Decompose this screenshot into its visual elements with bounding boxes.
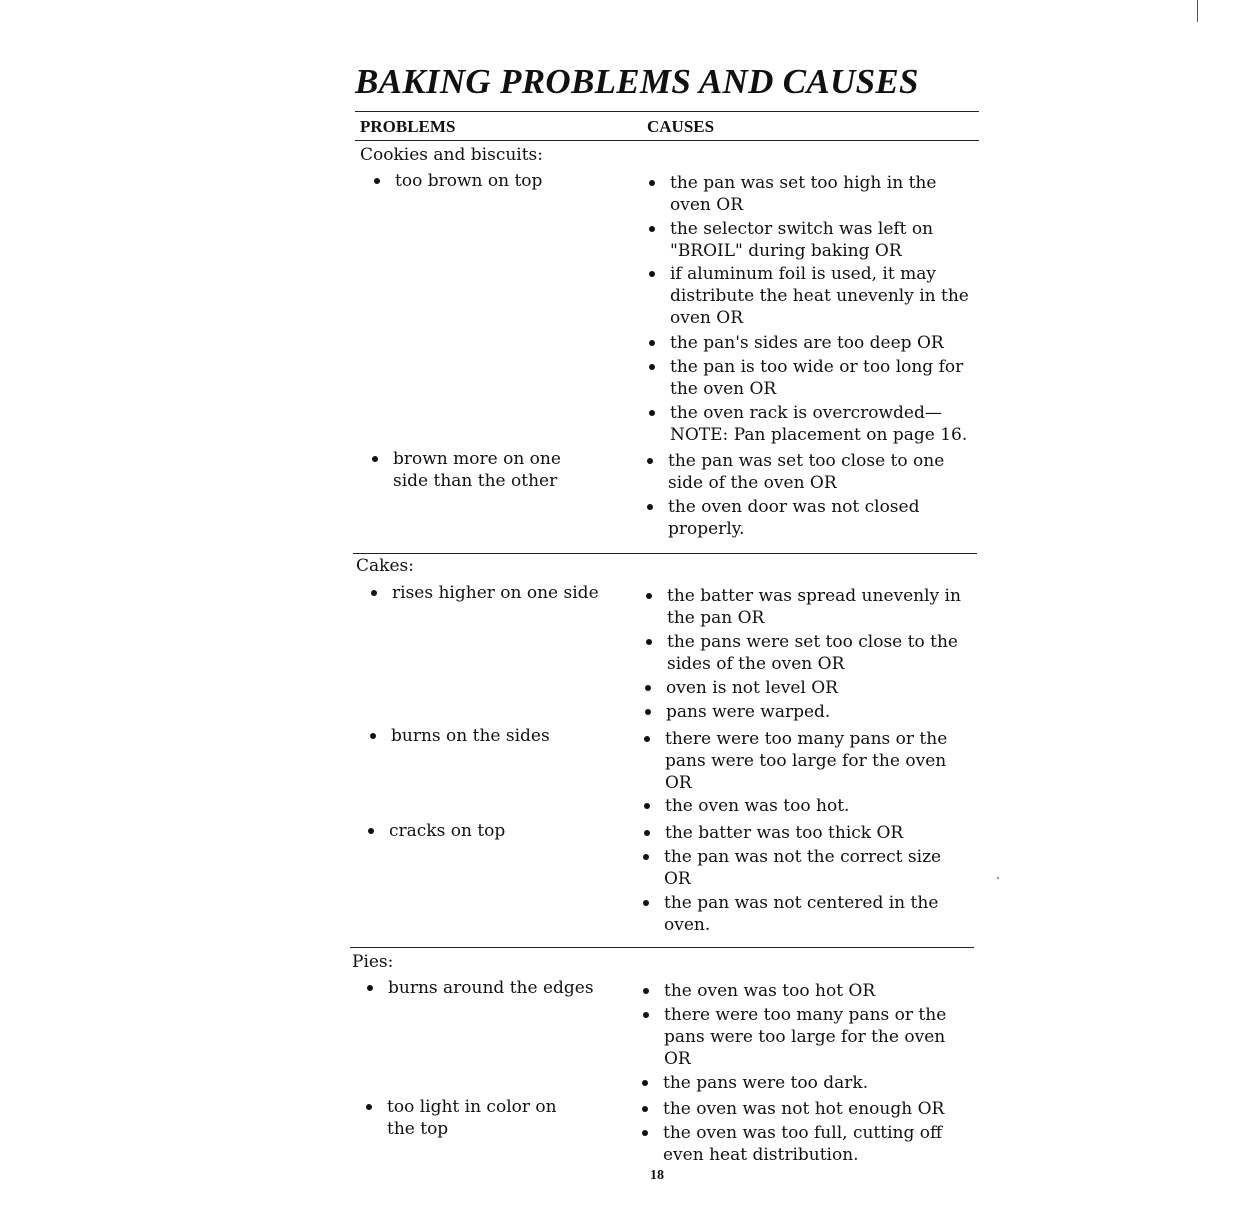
bullet-icon: [643, 988, 649, 994]
problem-text: cracks on top: [389, 821, 506, 841]
bullet-icon: [644, 803, 650, 809]
cause-item: [670, 218, 985, 262]
page-title: BAKING PROBLEMS AND CAUSES: [355, 62, 919, 101]
bullet-icon: [374, 178, 380, 184]
cause-item: [664, 980, 979, 1002]
cause-text: the batter was spread unevenly in the pan OR: [667, 586, 961, 628]
cause-item: [670, 402, 985, 446]
bullet-icon: [649, 271, 655, 277]
cause-item: [668, 496, 983, 540]
cause-item: [670, 332, 985, 354]
category-pies: Pies:: [352, 952, 394, 972]
problem-item: [388, 977, 648, 999]
cause-text: the selector switch was left on "BROIL" during baking OR: [670, 219, 934, 261]
cause-text: the oven was too hot.: [665, 796, 850, 816]
cause-item: [670, 172, 985, 216]
bullet-icon: [642, 1080, 648, 1086]
header-rule: [355, 140, 979, 141]
cause-item: [665, 795, 980, 817]
bullet-icon: [646, 639, 652, 645]
scan-speck: [997, 877, 999, 879]
cause-text: the pans were set too close to the sides of the oven OR: [667, 632, 958, 674]
bullet-icon: [366, 1104, 372, 1110]
bullet-icon: [643, 854, 649, 860]
cause-item: [670, 263, 985, 329]
cause-item: [665, 822, 980, 844]
bullet-icon: [649, 180, 655, 186]
bullet-icon: [649, 340, 655, 346]
bullet-icon: [645, 685, 651, 691]
cause-item: [670, 356, 985, 400]
bullet-icon: [642, 1130, 648, 1136]
problem-item: [392, 582, 652, 604]
page-number: 18: [650, 1168, 664, 1183]
bullet-icon: [649, 226, 655, 232]
bullet-icon: [644, 830, 650, 836]
bullet-icon: [644, 736, 650, 742]
bullet-icon: [647, 458, 653, 464]
problem-text: too light in color on the top: [387, 1097, 557, 1139]
cause-text: the pan was set too close to one side of the oven OR: [668, 451, 945, 493]
cause-item: [663, 1122, 978, 1166]
problems-column-header: PROBLEMS: [360, 117, 456, 136]
bullet-icon: [367, 985, 373, 991]
cause-text: the oven rack is overcrowded— NOTE: Pan placement on page 16.: [670, 403, 968, 445]
cause-item: [667, 631, 982, 675]
cause-text: the pan was not the correct size OR: [664, 847, 942, 889]
bullet-icon: [649, 364, 655, 370]
cause-text: the oven was too full, cutting off even heat distribution.: [663, 1123, 943, 1165]
cause-text: there were too many pans or the pans were too large for the oven OR: [665, 729, 948, 793]
title-rule: [355, 111, 979, 112]
cause-text: the pan was not centered in the oven.: [664, 893, 939, 935]
scan-edge-mark: [1197, 0, 1198, 22]
cause-item: [667, 585, 982, 629]
cause-text: oven is not level OR: [666, 678, 838, 698]
bullet-icon: [645, 709, 651, 715]
bullet-icon: [642, 1106, 648, 1112]
cause-text: the oven was not hot enough OR: [663, 1099, 945, 1119]
section-divider: [350, 947, 974, 948]
cause-text: the batter was too thick OR: [665, 823, 904, 843]
problem-item: [393, 448, 653, 492]
problem-text: too brown on top: [395, 171, 543, 191]
cause-item: [668, 450, 983, 494]
cause-item: [664, 892, 979, 936]
cause-text: there were too many pans or the pans were too large for the oven OR: [664, 1005, 947, 1069]
cause-text: the pans were too dark.: [663, 1073, 869, 1093]
cause-text: if aluminum foil is used, it may distribute the heat unevenly in the oven OR: [670, 264, 969, 328]
cause-text: the oven door was not closed properly.: [668, 497, 920, 539]
cause-item: [663, 1098, 978, 1120]
cause-item: [666, 677, 981, 699]
bullet-icon: [643, 1012, 649, 1018]
cause-text: the pan is too wide or too long for the oven OR: [670, 357, 964, 399]
cause-text: the oven was too hot OR: [664, 981, 876, 1001]
problem-text: brown more on one side than the other: [393, 449, 561, 491]
cause-item: [666, 701, 981, 723]
problem-item: [387, 1096, 647, 1140]
section-divider: [353, 553, 977, 554]
cause-text: the pan's sides are too deep OR: [670, 333, 944, 353]
problem-text: burns on the sides: [391, 726, 550, 746]
problem-text: burns around the edges: [388, 978, 594, 998]
category-cookies-and-biscuits: Cookies and biscuits:: [360, 145, 544, 165]
problem-item: [395, 170, 655, 192]
cause-item: [664, 846, 979, 890]
problem-text: rises higher on one side: [392, 583, 599, 603]
bullet-icon: [368, 828, 374, 834]
bullet-icon: [371, 590, 377, 596]
causes-column-header: CAUSES: [647, 117, 715, 136]
bullet-icon: [643, 900, 649, 906]
cause-text: the pan was set too high in the oven OR: [670, 173, 937, 215]
category-cakes: Cakes:: [356, 556, 414, 576]
bullet-icon: [646, 593, 652, 599]
cause-text: pans were warped.: [666, 702, 831, 722]
cause-item: [663, 1072, 978, 1094]
problem-item: [391, 725, 651, 747]
cause-item: [664, 1004, 979, 1070]
cause-item: [665, 728, 980, 794]
bullet-icon: [647, 504, 653, 510]
bullet-icon: [372, 456, 378, 462]
problem-item: [389, 820, 649, 842]
bullet-icon: [370, 733, 376, 739]
bullet-icon: [649, 410, 655, 416]
